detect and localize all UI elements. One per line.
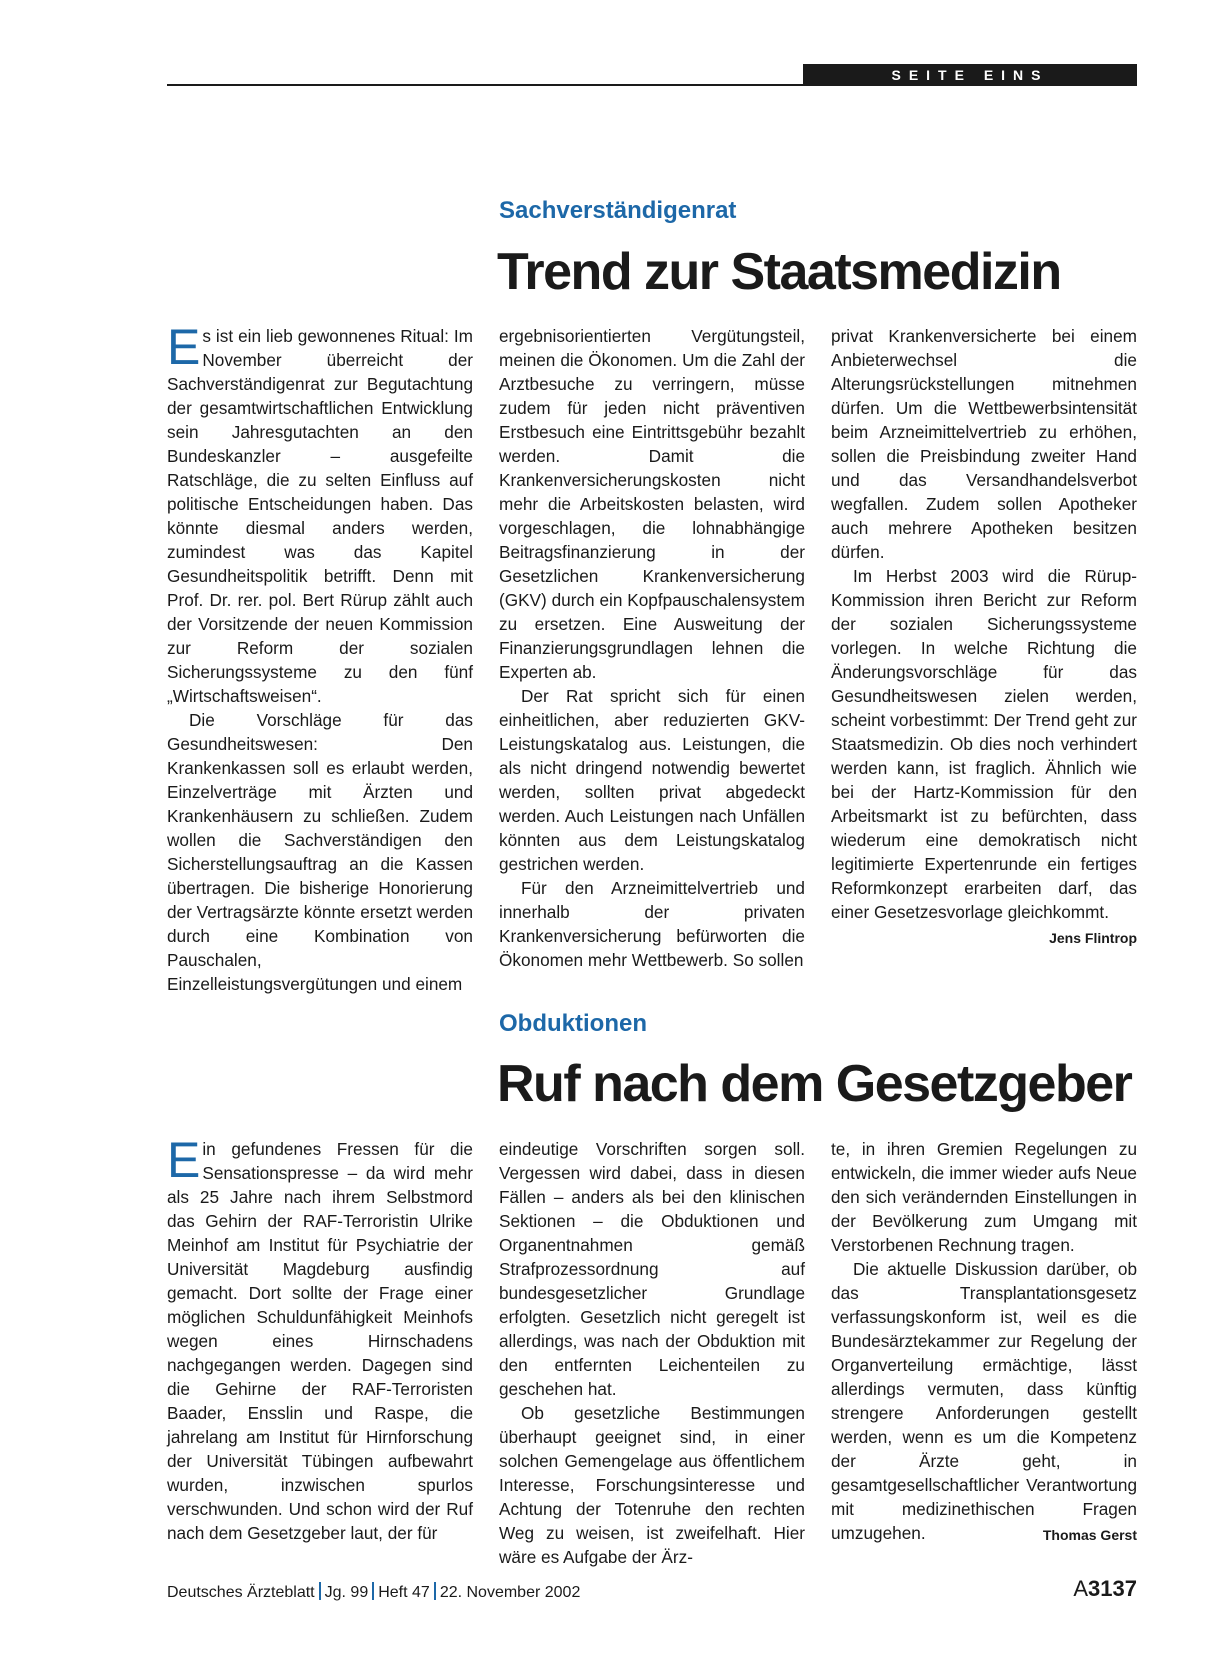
- article1-kicker: Sachverständigenrat: [499, 197, 737, 224]
- article2-paragraph: te, in ihren Gremien Regelungen zu entwickeln, die immer wieder aufs Neue den sich verändernden Einstellungen in der Bevölkerung zum Umgang mit Verstorbenen Rechnung tragen.: [831, 1139, 1137, 1255]
- article2-paragraph: Ob gesetzliche Bestimmungen überhaupt geeignet sind, in einer solchen Gemengelage aus öffentlichem Interesse, Forschungsinteresse und Achtung der Totenruhe den rechten Weg zu weisen, ist zweifelhaft. Hier wäre es Aufgabe der Ärz-: [499, 1403, 805, 1567]
- footer-volume: Jg. 99: [324, 1584, 369, 1601]
- article2-kicker: Obduktionen: [499, 1010, 647, 1037]
- article2-column-1: [167, 1132, 473, 1545]
- section-label: SEITE EINS: [803, 64, 1137, 86]
- article2-paragraph: in gefundenes Fressen für die Sensationspresse – da wird mehr als 25 Jahre nach ihrem Selbstmord das Gehirn der RAF-Terroristin Ulrike Meinhof am Institut für Psychiatrie der Universität Magdeburg ausfindig gemacht. Dort sollte der Frage einer möglichen Schuldunfähigkeit Meinhofs wegen eines Hirnschadens nachgegangen werden. Dagegen sind die Gehirne der RAF-Terroristen Baader, Ensslin und Raspe, die jahrelang am Institut für Hirnforschung der Universität Tübingen aufbewahrt wurden, inzwischen spurlos verschwunden. Und schon wird der Ruf nach dem Gesetzgeber laut, der für: [167, 1139, 473, 1543]
- page-number: [1073, 1576, 1137, 1602]
- article2-paragraph: Die aktuelle Diskussion darüber, ob das Transplantationsgesetz verfassungskonform ist, weil es die Bundesärztekammer zur Regelung der Organverteilung ermächtige, lässt allerdings vermuten, dass künftig strengere Anforderungen gestellt werden, wenn es um die Kompetenz der Ärzte geht, in gesamtgesellschaftlicher Verantwortung mit medizinethischen Fragen umzugehen.: [831, 1259, 1137, 1543]
- footer-date: 22. November 2002: [439, 1584, 581, 1601]
- footer-separator: [434, 1582, 436, 1600]
- article1-paragraph: Für den Arzneimittelvertrieb und innerhalb der privaten Krankenversicherung befürworten die Ökonomen mehr Wettbewerb. So sollen: [499, 878, 805, 970]
- article2-column-2: [499, 1137, 805, 1569]
- article1-paragraph: privat Krankenversicherte bei einem Anbieterwechsel die Alterungsrückstellungen mitnehmen dürfen. Um die Wettbewerbsintensität beim Arzneimittelvertrieb zu erhöhen, sollen die Preisbindung zweiter Hand und das Versandhandelsverbot wegfallen. Zudem sollen Apotheker auch mehrere Apotheken besitzen dürfen.: [831, 326, 1137, 562]
- footer-separator: [319, 1582, 321, 1600]
- article1-column-2: [499, 324, 805, 972]
- article1-paragraph: Der Rat spricht sich für einen einheitlichen, aber reduzierten GKV-Leistungskatalog aus. Leistungen, die als nicht dringend notwendig bewertet werden, sollten privat abgedeckt werden. Auch Leistungen nach Unfällen könnten aus dem Leistungskatalog gestrichen werden.: [499, 686, 805, 874]
- article2-headline: Ruf nach dem Gesetzgeber: [497, 1055, 1132, 1113]
- article1-paragraph: Die Vorschläge für das Gesundheitswesen: Den Krankenkassen soll es erlaubt werden, Einzelverträge mit Ärzten und Krankenhäusern zu schließen. Zudem wollen die Sachverständigen den Sicherstellungsauftrag an die Kassen übertragen. Die bisherige Honorierung der Vertragsärzte könnte ersetzt werden durch eine Kombination von Pauschalen, Einzelleistungsvergütungen und einem: [167, 710, 473, 994]
- footer-separator: [372, 1582, 374, 1600]
- article2-author: Thomas Gerst: [1042, 1527, 1137, 1543]
- article1-author: Jens Flintrop: [1049, 930, 1137, 946]
- article1-column-3: [831, 324, 1137, 950]
- footer-journal: Deutsches Ärzteblatt: [167, 1584, 315, 1601]
- page-prefix: A: [1073, 1576, 1089, 1601]
- article1-paragraph: ergebnisorientierten Vergütungsteil, meinen die Ökonomen. Um die Zahl der Arztbesuche zu verringern, müsse zudem für jeden nicht präventiven Erstbesuch eine Eintrittsgebühr bezahlt werden. Damit die Krankenversicherungskosten nicht mehr die Arbeitskosten belasten, wird vorgeschlagen, die lohnabhängige Beitragsfinanzierung in der Gesetzlichen Krankenversicherung (GKV) durch ein Kopfpauschalensystem zu ersetzen. Eine Ausweitung der Finanzierungsgrundlagen lehnen die Experten ab.: [499, 326, 805, 682]
- article1-paragraph: s ist ein lieb gewonnenes Ritual: Im November überreicht der Sachverständigenrat zur Begutachtung der gesamtwirtschaftlichen Entwicklung sein Jahresgutachten an den Bundeskanzler – ausgefeilte Ratschläge, die zu selten Einfluss auf politische Entscheidungen haben. Das könnte diesmal anders werden, zumindest was das Kapitel Gesundheitspolitik betrifft. Denn mit Prof. Dr. rer. pol. Bert Rürup zählt auch der Vorsitzende der neuen Kommission zur Reform der sozialen Sicherungssysteme zu den fünf „Wirtschaftsweisen“.: [167, 326, 473, 706]
- article1-column-1: [167, 319, 473, 996]
- article2-column-3: [831, 1137, 1137, 1547]
- article1-headline: Trend zur Staatsmedizin: [497, 243, 1061, 301]
- page-number-value: 3137: [1088, 1576, 1137, 1601]
- footer-issue: Heft 47: [378, 1584, 430, 1601]
- article1-dropcap: E: [167, 319, 201, 375]
- footer: [167, 1576, 1137, 1612]
- article1-paragraph: Im Herbst 2003 wird die Rürup-Kommission ihren Bericht zur Reform der sozialen Sicherungssysteme vorlegen. In welche Richtung die Änderungsvorschläge für das Gesundheitswesen zielen werden, scheint vorbestimmt: Der Trend geht zur Staatsmedizin. Ob dies noch verhindert werden kann, ist fraglich. Ähnlich wie bei der Hartz-Kommission für den Arbeitsmarkt ist zu befürchten, dass wiederum eine demokratisch nicht legitimierte Expertenrunde ein fertiges Reformkonzept erarbeiten darf, das einer Gesetzesvorlage gleichkommt.: [831, 566, 1137, 922]
- article2-paragraph: eindeutige Vorschriften sorgen soll. Vergessen wird dabei, dass in diesen Fällen – anders als bei den klinischen Sektionen – die Obduktionen und Organentnahmen gemäß Strafprozessordnung auf bundesgesetzlicher Grundlage erfolgten. Gesetzlich nicht geregelt ist allerdings, was nach der Obduktion mit den entfernten Leichenteilen zu geschehen hat.: [499, 1139, 805, 1399]
- article2-dropcap: E: [167, 1132, 201, 1188]
